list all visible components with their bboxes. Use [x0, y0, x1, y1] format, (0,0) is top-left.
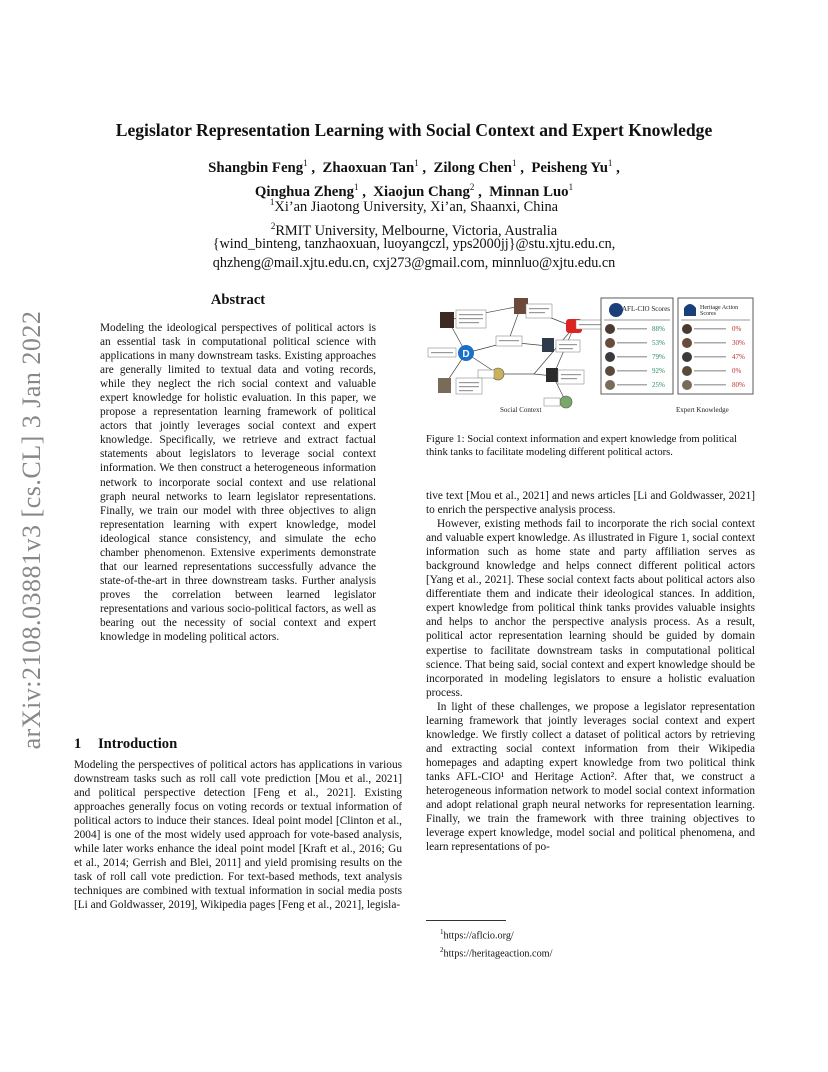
afl-cio-panel-title: AFL-CIO Scores — [622, 305, 671, 313]
email-line: qhzheng@mail.xjtu.edu.cn, cxj273@gmail.com, minnluo@xjtu.edu.cn — [212, 255, 616, 271]
authors-line-2: Qinghua Zheng$^1$ , Xiaojun Chang$^2$ , Minnan Luo$^1$ — [254, 181, 574, 200]
heritage-score: 0% — [732, 325, 742, 333]
svg-text:D: D — [462, 349, 470, 360]
authors-line-1: Shangbin Feng$^1$ , Zhaoxuan Tan$^1$ , Zilong Chen$^1$ , Peisheng Yu$^1$ , — [208, 158, 620, 176]
paragraph: tive text [Mou et al., 2021] and news articles [Li and Goldwasser, 2021] to enrich the perspective analysis process. — [426, 490, 755, 517]
author-emails — [70, 235, 758, 273]
figure-label-expert-knowledge: Expert Knowledge — [676, 406, 729, 414]
figure-label-social-context: Social Context — [500, 406, 542, 414]
heritage-panel-title: Heritage Action Scores — [700, 305, 739, 317]
affiliations — [70, 193, 758, 241]
footnote: $^1$https://aflcio.org/ — [440, 928, 514, 942]
figure-caption: Figure 1: Social context information and expert knowledge from political think tanks to facilitate modeling different political actors. — [426, 434, 737, 459]
affiliation: $^1$Xi’an Jiaotong University, Xi’an, Shaanxi, China — [269, 197, 559, 215]
section-title: Introduction — [98, 736, 178, 752]
paper-title: Legislator Representation Learning with Social Context and Expert Knowledge — [115, 120, 713, 140]
author: Peisheng Yu — [531, 159, 608, 176]
author: Shangbin Feng — [208, 159, 304, 176]
state-seal-icon — [560, 396, 572, 408]
email-line: {wind_binteng, tanzhaoxuan, luoyangczl, yps2000jj}@stu.xjtu.edu.cn, — [212, 236, 616, 252]
figure-1 — [426, 296, 755, 420]
arxiv-identifier: arXiv:2108.03881v3 [cs.CL] 3 Jan 2022 — [17, 310, 46, 750]
abstract-heading: Abstract — [210, 292, 266, 308]
footnote-link[interactable]: https://heritageaction.com/ — [443, 948, 553, 960]
section-heading — [74, 736, 177, 753]
afl-score: 53% — [652, 339, 665, 347]
intro-paragraph: Modeling the perspectives of political actors has applications in various downstream tasks such as roll call vote prediction [Mou et al., 2021] and political perspective detection [Feng et al., 2021]. Existing approaches generally focus on voting records or textual information of political actors to induce their stances. Ideal point model [Clinton et al., 2004] is one of the most widely used approach for vote-based analysis, while later works enhance the ideal point model [Kraft et al., 2016; Gu et al., 2014; Gerrish and Blei, 2011] and yield promising results on the task of roll call vote prediction. For text-based methods, text analysis techniques are combined with textual information in social media posts [Li and Goldwasser, 2019], Wikipedia pages [Feng et al., 2021], legisla- — [74, 759, 402, 912]
abstract-text: Modeling the ideological perspectives of political actors is an essential task in computational political science with applications in many downstream tasks. Existing approaches are generally limited to textual data and voting records, while they neglect the rich social context and valuable expert knowledge for holistic evaluation. In this paper, we propose a representation learning framework of political actors that jointly leverages social context and expert knowledge. Specifically, we retrieve and extract factual statements about legislators to leverage social context information. We then construct a heterogeneous information network to incorporate social context and use relational graph neural networks to learn legislator representations. Finally, we train our model with three objectives to align representation learning with expert knowledge, model ideological stance consistency, and simulate the echo chamber phenomenon. Extensive experiments demonstrate that our learned representations successfully advance the state-of-the-art in three downstream tasks. Further analysis proves the correlation between learned legislator representations and various socio-political factors, as well as bearing out the necessity of social context and expert knowledge in modeling political actors. — [100, 322, 376, 644]
afl-score: 79% — [652, 353, 665, 361]
afl-score: 25% — [652, 381, 665, 389]
afl-score: 88% — [652, 325, 665, 333]
afl-score: 92% — [652, 367, 665, 375]
author: Zhaoxuan Tan — [322, 159, 415, 176]
heritage-score: 0% — [732, 367, 742, 375]
author: Zilong Chen — [433, 159, 513, 176]
heritage-score: 47% — [732, 353, 745, 361]
arxiv-side-label — [12, 300, 52, 760]
author: Xiaojun Chang — [373, 183, 470, 200]
section-number: 1 — [74, 736, 82, 752]
footnote-divider — [426, 920, 506, 921]
footnotes — [440, 925, 552, 962]
paragraph: In light of these challenges, we propose a legislator representation learning framework that jointly leverages social context and expert knowledge. We firstly collect a dataset of political actors by retrieving and extracting social context information from their Wikipedia homepages and adapting expert knowledge from two political think tanks AFL-CIO¹ and Heritage Action². After that, we construct a heterogeneous information network to model social context information and adopt relational graph neural networks for representation learning. Finally, we train the framework with three training objectives to leverage expert knowledge, model social and political phenomena, and learn representations of po- — [426, 700, 755, 854]
heritage-score: 80% — [732, 381, 745, 389]
intro-right-column — [426, 489, 755, 854]
heritage-score: 30% — [732, 339, 745, 347]
affiliation: $^2$RMIT University, Melbourne, Victoria, Australia — [270, 220, 558, 239]
paragraph: However, existing methods fail to incorporate the rich social context and valuable expert knowledge. As illustrated in Figure 1, social context information such as home state and party affiliation serves as background knowledge and helps connect different political actors [Yang et al., 2021]. These social context facts about political actors also differentiate them and indicate their ideological stances. In addition, expert knowledge from political think tanks provides valuable insights and helps to anchor the perspective analysis process. As a result, political actor representation learning should be guided by domain expertise to facilitate downstream tasks in computational political science. That being said, social context and expert knowledge should be incorporated in modeling legislators to ensure a holistic evaluation process. — [426, 518, 755, 699]
author: Qinghua Zheng — [254, 183, 354, 200]
footnote-link[interactable]: https://aflcio.org/ — [443, 930, 514, 942]
author: Minnan Luo — [489, 183, 569, 200]
footnote: $^2$https://heritageaction.com/ — [440, 946, 553, 960]
